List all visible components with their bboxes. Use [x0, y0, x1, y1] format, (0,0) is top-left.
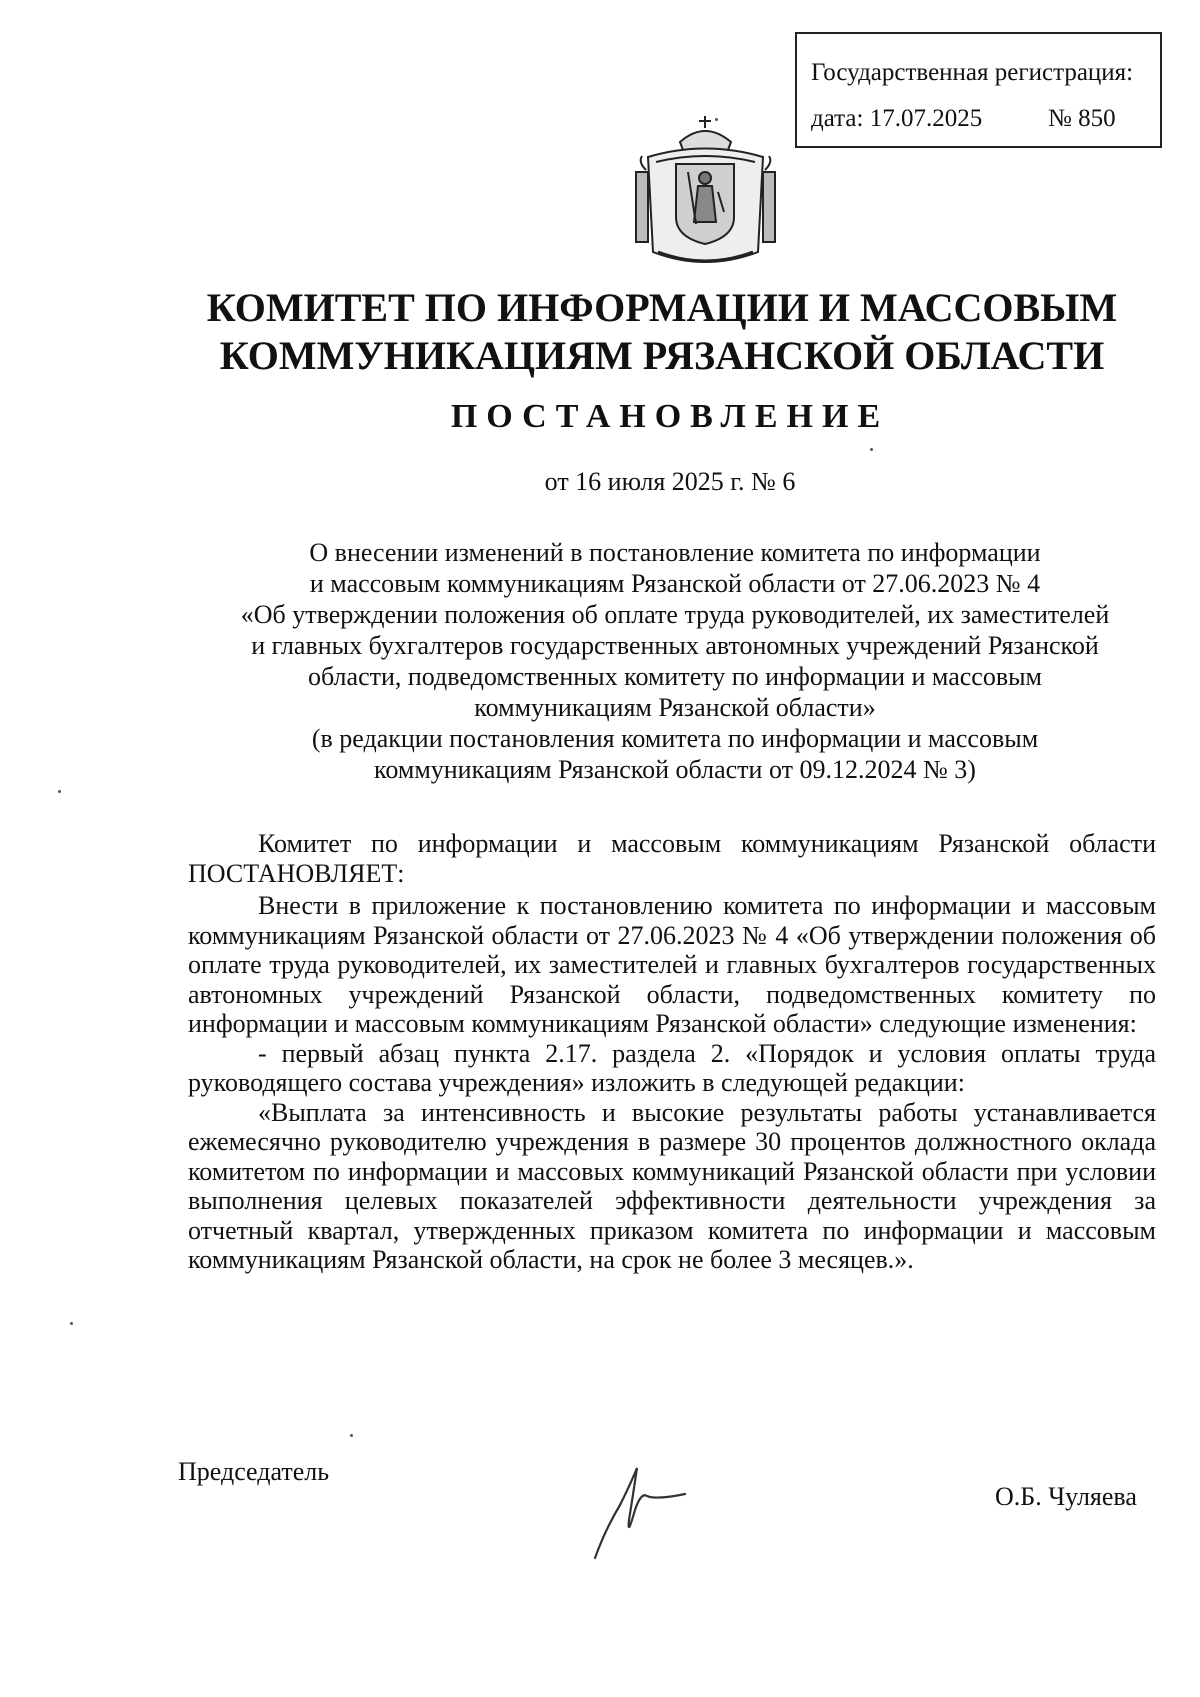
- scan-speck: [715, 118, 718, 121]
- organization-title-line2: КОММУНИКАЦИЯМ РЯЗАНСКОЙ ОБЛАСТИ: [219, 333, 1105, 378]
- body-paragraph-amendment: - первый абзац пункта 2.17. раздела 2. «Порядок и условия оплаты труда руководящего состава учреждения» изложить в следующей редакции:: [188, 1038, 1156, 1097]
- signatory-name: О.Б. Чуляева: [995, 1482, 1137, 1511]
- subject-line: (в редакции постановления комитета по информации и массовым: [311, 724, 1039, 753]
- document-type: ПОСТАНОВЛЕНИЕ: [450, 398, 890, 435]
- body-paragraph-changes: Внести в приложение к постановлению комитета по информации и массовым коммуникациям Рязанской области от 27.06.2023 № 4 «Об утверждении положения об оплате труда руководителей, их заместителей и главных бухгалтеров государственных автономных учреждений Рязанской области, подведомственных комитету по информации и массовым коммуникациям Рязанской области» следующие изменения:: [188, 891, 1156, 1038]
- scan-speck: [58, 790, 61, 793]
- subject-line: «Об утверждении положения об оплате труда руководителей, их заместителей: [240, 600, 1110, 629]
- scan-speck: [870, 448, 873, 451]
- organization-title-line1: КОМИТЕТ ПО ИНФОРМАЦИИ И МАССОВЫМ: [206, 285, 1118, 330]
- subject-line: О внесении изменений в постановление комитета по информации: [309, 538, 1041, 567]
- document-body: [188, 829, 1156, 1275]
- organization-title: [120, 284, 1200, 380]
- ryazan-oblast-coat-of-arms-icon: [628, 112, 783, 272]
- registration-stamp: [795, 32, 1162, 148]
- body-paragraph-decree: Комитет по информации и массовым коммуникациям Рязанской области ПОСТАНОВЛЯЕТ:: [188, 829, 1156, 888]
- document-subject: [170, 537, 1180, 785]
- subject-line: коммуникациям Рязанской области»: [474, 693, 876, 722]
- subject-line: и массовым коммуникациям Рязанской области от 27.06.2023 № 4: [309, 569, 1041, 598]
- scan-speck: [350, 1434, 353, 1437]
- scan-speck: [70, 1322, 73, 1325]
- body-paragraph-new-text: «Выплата за интенсивность и высокие результаты работы устанавливается ежемесячно руководителю учреждения в размере 30 процентов должностного оклада комитетом по информации и массовых коммуникаций Рязанской области при условии выполнения целевых показателей эффективности деятельности учреждения за отчетный квартал, утвержденных приказом комитета по информации и массовым коммуникациям Рязанской области, на срок не более 3 месяцев.».: [188, 1097, 1156, 1274]
- registration-number: № 850: [1048, 105, 1116, 132]
- signatory-position: Председатель: [178, 1457, 330, 1486]
- subject-line: коммуникациям Рязанской области от 09.12.2024 № 3): [374, 755, 976, 784]
- registration-details: [811, 96, 1160, 142]
- subject-line: области, подведомственных комитету по информации и массовым: [307, 662, 1043, 691]
- registration-date: дата: 17.07.2025: [811, 105, 983, 132]
- handwritten-signature: [585, 1450, 695, 1570]
- registration-title: Государственная регистрация:: [811, 59, 1134, 86]
- document-date-number: от 16 июля 2025 г. № 6: [544, 467, 796, 496]
- subject-line: и главных бухгалтеров государственных автономных учреждений Рязанской: [251, 631, 1099, 660]
